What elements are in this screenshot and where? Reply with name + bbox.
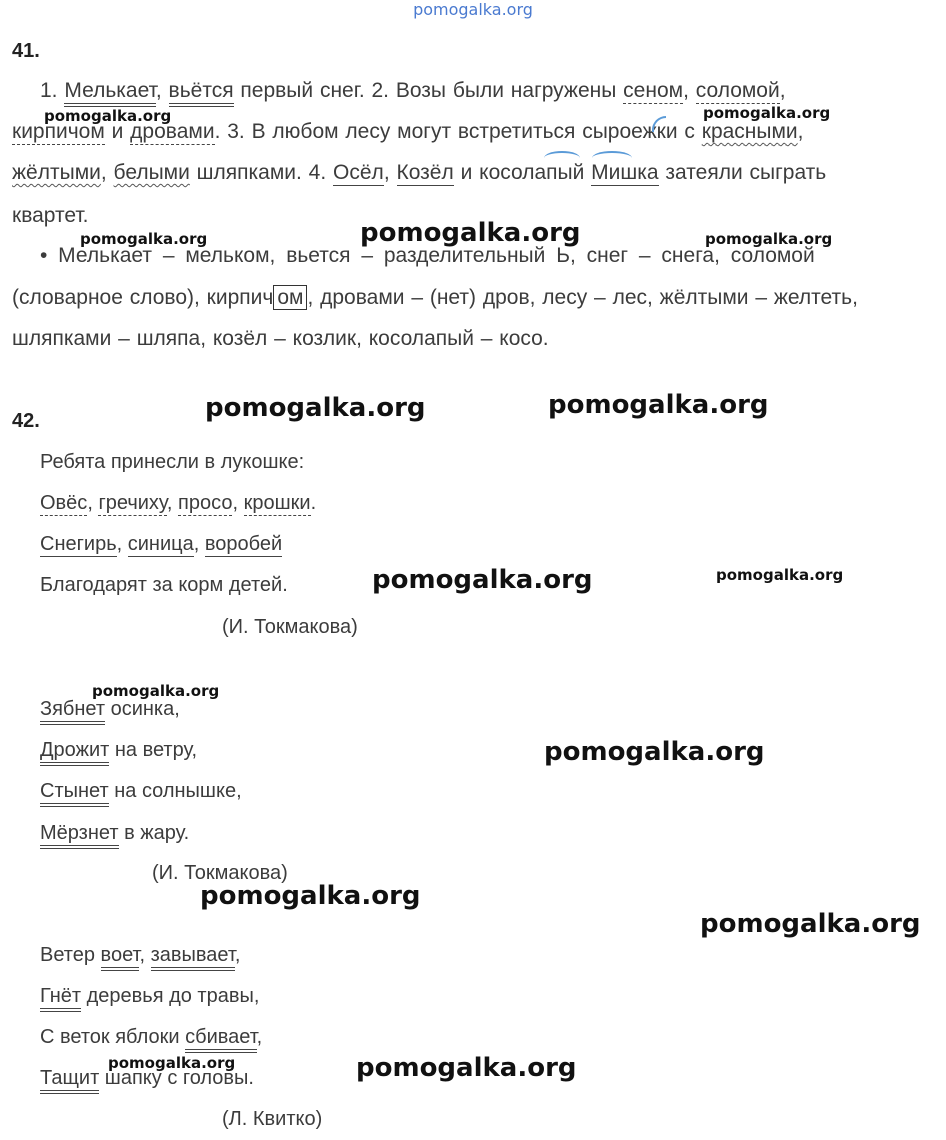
- text: 1.: [40, 79, 65, 102]
- subject-word: Мишка: [591, 161, 659, 184]
- poem3-line-2: [40, 985, 259, 1008]
- poem2-line-4: [40, 822, 189, 845]
- poem3-line-3: [40, 1026, 262, 1049]
- text: в жару.: [118, 822, 190, 844]
- predicate-word: Мелькает: [64, 79, 156, 107]
- poem2-line-1: [40, 698, 180, 721]
- watermark: pomogalka.org: [356, 1053, 577, 1083]
- text: первый снег. 2. Возы были нагружены: [233, 79, 624, 102]
- poem1-line-4: Благодарят за корм детей.: [40, 574, 288, 596]
- watermark: pomogalka.org: [372, 565, 593, 595]
- ex41-line-7: шляпками – шляпа, козёл – козлик, косолапый – косо.: [12, 327, 549, 350]
- watermark: pomogalka.org: [200, 881, 421, 911]
- poem1-author: (И. Токмакова): [222, 616, 358, 638]
- watermark: pomogalka.org: [716, 566, 844, 584]
- poem3-line-1: [40, 944, 240, 967]
- watermark: pomogalka.org: [700, 909, 921, 939]
- text: ,: [683, 79, 696, 102]
- watermark: pomogalka.org: [703, 104, 831, 122]
- predicate-word: завывает: [151, 944, 235, 971]
- text: ,: [234, 944, 241, 966]
- poem2-author: (И. Токмакова): [152, 862, 288, 884]
- ex41-line-4: квартет.: [12, 204, 89, 227]
- text: шляпками. 4.: [189, 161, 334, 184]
- subject-word: синица: [127, 533, 194, 555]
- subject-word: Снегирь: [40, 533, 117, 555]
- object-word: гречиху: [98, 492, 167, 514]
- exercise-number-41: 41.: [12, 40, 40, 62]
- predicate-word: Зябнет: [40, 698, 105, 725]
- predicate-word: Гнёт: [40, 985, 81, 1012]
- text: ,: [779, 79, 786, 102]
- text: . 3. В любом лесу могут встретиться сыроежки с: [214, 120, 702, 143]
- object-word: Овёс: [40, 492, 88, 514]
- watermark: pomogalka.org: [360, 218, 581, 248]
- object-word: просо: [178, 492, 233, 514]
- text: на солнышке,: [108, 780, 242, 802]
- text: ,: [139, 944, 151, 966]
- predicate-word: сбивает: [185, 1026, 257, 1053]
- attribute-word: белыми: [113, 161, 190, 184]
- object-word: соломой: [695, 79, 780, 102]
- root-hook-mark: [652, 116, 666, 132]
- text: ,: [116, 533, 128, 555]
- poem2-line-3: [40, 780, 242, 803]
- text: ,: [256, 1026, 263, 1048]
- text: и: [104, 120, 131, 143]
- watermark: pomogalka.org: [80, 230, 208, 248]
- text: ,: [155, 79, 169, 102]
- watermark: pomogalka.org: [92, 682, 220, 700]
- predicate-word: воет: [101, 944, 140, 971]
- text: деревья до травы,: [81, 985, 260, 1007]
- predicate-word: Стынет: [40, 780, 109, 807]
- text: ,: [87, 492, 99, 514]
- text: ,: [166, 492, 179, 514]
- poem1-line-2: [40, 492, 316, 515]
- ex41-line-5: • Мелькает – мельком, вьется – разделительный Ь, снег – снега, соломой: [40, 244, 815, 267]
- root-arc-mark: [544, 151, 580, 165]
- root-arc-mark: [592, 151, 632, 165]
- poem1-line-1: Ребята принесли в лукошке:: [40, 451, 305, 473]
- header-watermark: pomogalka.org: [413, 0, 533, 19]
- text: .: [310, 492, 317, 514]
- text: ,: [232, 492, 244, 514]
- text: ,: [797, 120, 804, 143]
- watermark: pomogalka.org: [108, 1054, 236, 1072]
- text: (словарное слово), кирпич: [12, 286, 274, 309]
- poem3-author: (Л. Квитко): [222, 1108, 323, 1130]
- ex41-line-6: [12, 286, 858, 310]
- text: ,: [383, 161, 397, 184]
- text: затеяли сыграть: [658, 161, 827, 184]
- watermark: pomogalka.org: [544, 737, 765, 767]
- text: ,: [193, 533, 205, 555]
- text: С веток яблоки: [40, 1026, 186, 1048]
- text: и косолапый: [453, 161, 592, 184]
- attribute-word: красными: [701, 120, 798, 143]
- subject-word: Козёл: [396, 161, 454, 184]
- watermark: pomogalka.org: [205, 393, 426, 423]
- poem1-line-3: [40, 533, 282, 556]
- ending-box: ом: [273, 285, 307, 310]
- object-word: дровами: [130, 120, 215, 143]
- exercise-number-42: 42.: [12, 410, 40, 432]
- predicate-word: вьётся: [169, 79, 234, 107]
- subject-word: Осёл: [333, 161, 384, 184]
- watermark: pomogalka.org: [548, 390, 769, 420]
- watermark: pomogalka.org: [44, 107, 172, 125]
- text: осинка,: [105, 698, 180, 720]
- text: , дровами – (нет) дров, лесу – лес, жёлтыми – желтеть,: [307, 286, 858, 309]
- predicate-word: Мёрзнет: [40, 822, 119, 849]
- attribute-word: жёлтыми: [12, 161, 101, 184]
- subject-word: воробей: [204, 533, 283, 555]
- object-word: крошки: [243, 492, 311, 514]
- ex41-line-3: [12, 161, 826, 185]
- predicate-word: Тащит: [40, 1067, 99, 1094]
- text: ,: [100, 161, 114, 184]
- watermark: pomogalka.org: [705, 230, 833, 248]
- ex41-line-1: [40, 79, 786, 103]
- poem2-line-2: [40, 739, 197, 762]
- predicate-word: Дрожит: [40, 739, 109, 766]
- object-word: кирпичом: [12, 120, 105, 143]
- text: на ветру,: [109, 739, 198, 761]
- text: Ветер: [40, 944, 101, 966]
- text: шапку с головы.: [99, 1067, 254, 1089]
- object-word: сеном: [623, 79, 684, 102]
